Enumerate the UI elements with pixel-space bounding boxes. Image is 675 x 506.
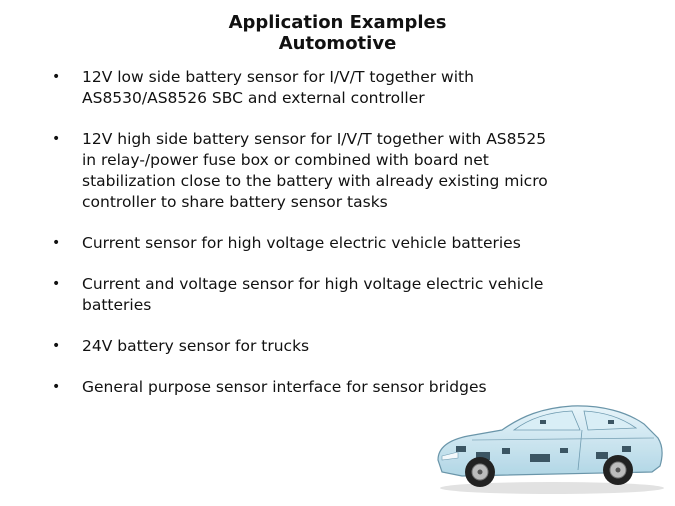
bullet-text-line: General purpose sensor interface for sensor bridges <box>82 378 487 396</box>
bullet-text-line: Current and voltage sensor for high voltage electric vehicle <box>82 275 544 293</box>
bullet-marker: • <box>52 235 61 251</box>
bullet-marker: • <box>52 131 61 147</box>
title-line-1: Application Examples <box>228 12 447 33</box>
bullet-marker: • <box>52 276 61 292</box>
bullet-list <box>52 67 632 418</box>
bullet-item <box>52 336 632 357</box>
front-wheel <box>465 457 495 487</box>
slide-title <box>0 12 675 54</box>
bullet-text-line: stabilization close to the battery with already existing micro <box>82 172 548 190</box>
bullet-marker: • <box>52 69 61 85</box>
bullet-marker: • <box>52 338 61 354</box>
bullet-text-line: 12V high side battery sensor for I/V/T together with AS8525 <box>82 130 547 148</box>
bullet-item <box>52 233 632 254</box>
title-line-2: Automotive <box>278 33 397 54</box>
bullet-text-line: controller to share battery sensor tasks <box>82 193 388 211</box>
bullet-text-line: in relay-/power fuse box or combined with board net <box>82 151 489 169</box>
bullet-text-line: Current sensor for high voltage electric vehicle batteries <box>82 234 521 252</box>
rear-wheel <box>603 455 633 485</box>
bullet-item <box>52 67 632 109</box>
bullet-text-line: 24V battery sensor for trucks <box>82 337 310 355</box>
bullet-text-line: AS8530/AS8526 SBC and external controller <box>82 89 425 107</box>
bullet-item <box>52 274 632 316</box>
bullet-item <box>52 129 632 213</box>
bullet-text-line: batteries <box>82 296 152 314</box>
bullet-marker: • <box>52 379 61 395</box>
transparent-car-image <box>432 390 667 495</box>
bullet-text-line: 12V low side battery sensor for I/V/T together with <box>82 68 474 86</box>
